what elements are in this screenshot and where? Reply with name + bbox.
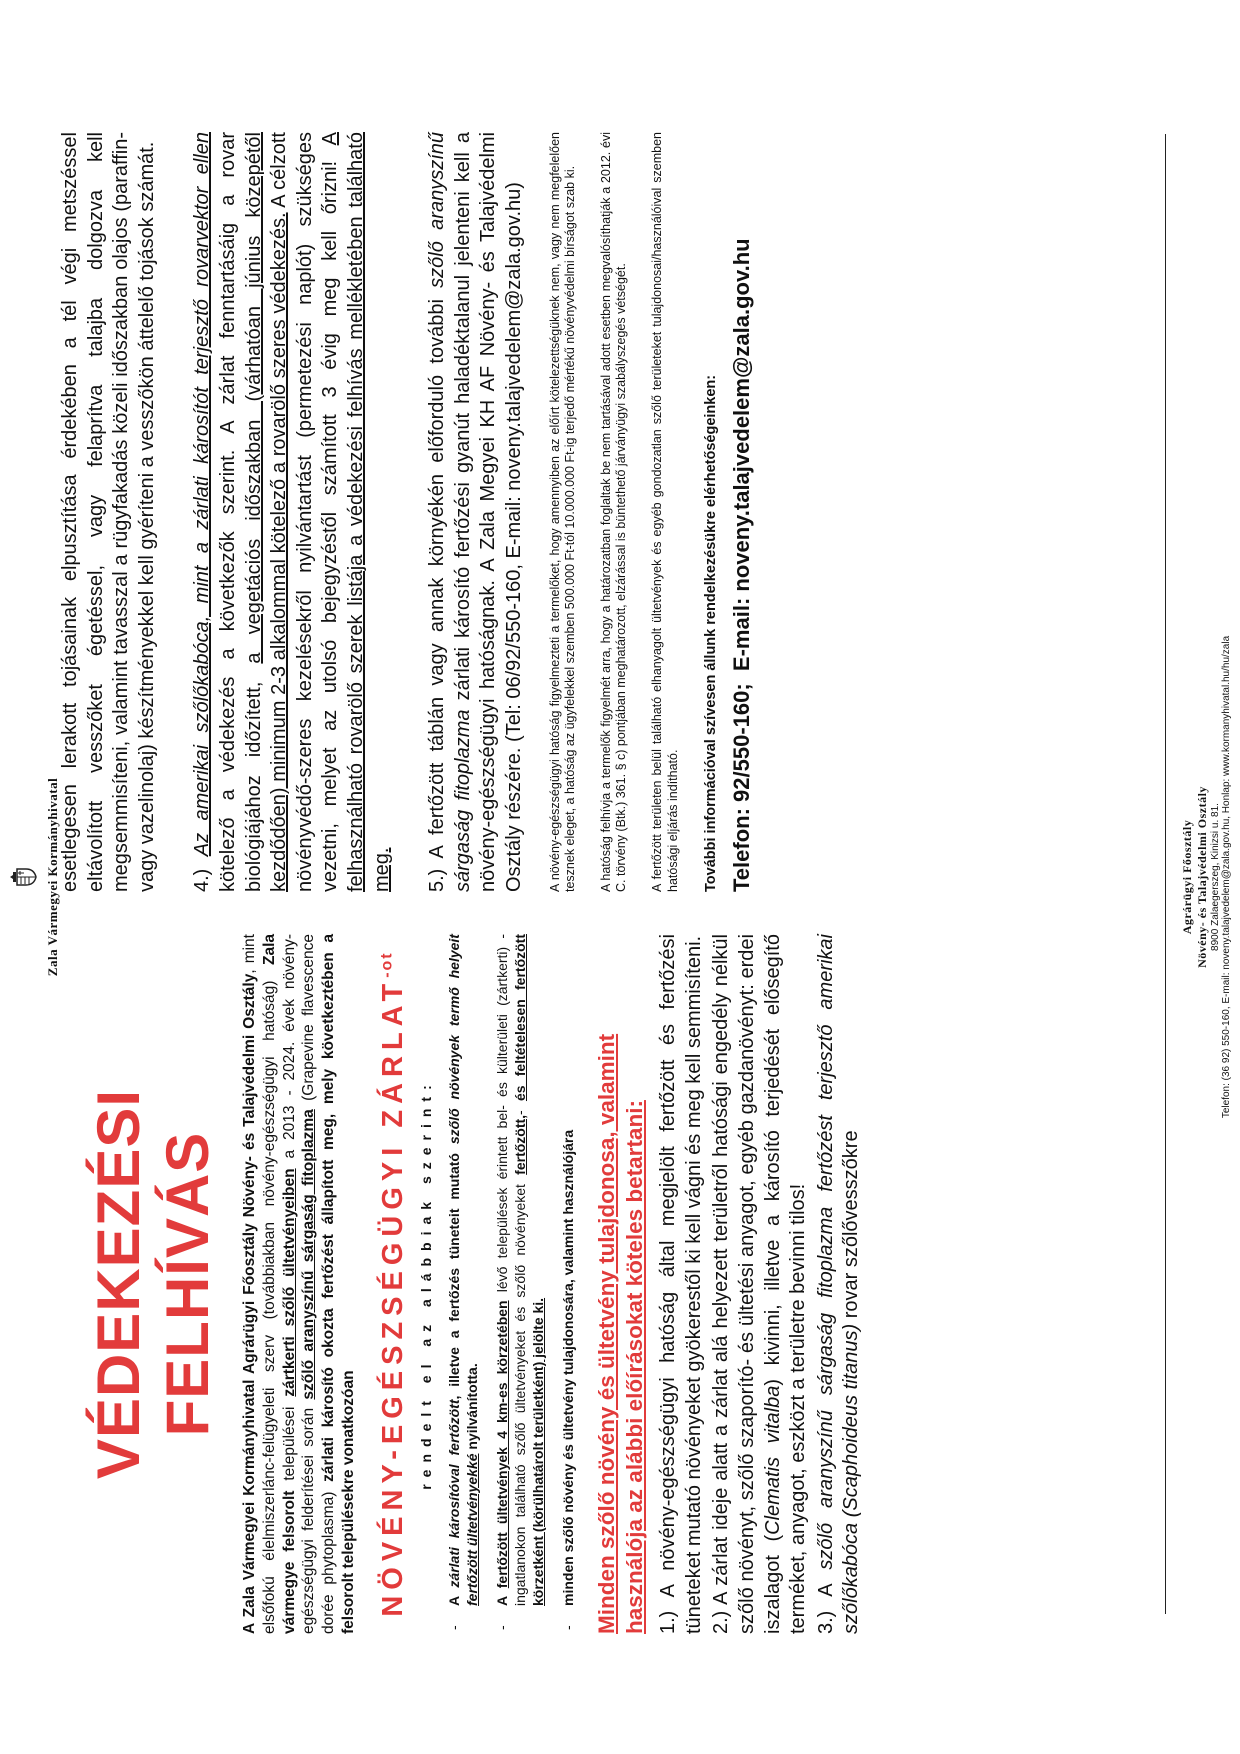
neglect-notice: A fertőzött területen belül található elhanyagolt ültetvények és egyéb gondozatlan szőlő területeket tulajdonosai/használóival szemben hatósági eljárás indítható. xyxy=(650,132,680,892)
text-run: szőlő aranyszínű sárgaság fitoplazma xyxy=(300,1109,318,1400)
organization-name: Zala Vármegyei Kormányhivatal xyxy=(45,777,60,977)
text-run: , mint elsőfokú élelmiszerlánc-felügyeleti szerv (továbbiakban növény-egészségügyi hatóság) xyxy=(241,934,278,1634)
footer-contact: Telefon: (36 92) 550-160, E-mail: noveny.talajvedelem@zala.gov.hu, Honlap: www.kormanyhivatal.hu/hu/zala xyxy=(1221,635,1232,1119)
text-run: szőlő aranyszínű sárgaság fitoplazma xyxy=(426,132,474,892)
text-run: zárlati károsító okozta fertőzést állapított meg, mely következtében a felsorolt településekre vonatkozóan xyxy=(320,934,358,1634)
criminal-notice: A hatóság felhívja a termelők figyelmét arra, hogy a határozatban foglaltak be nem tartásával adott esetben megvalósíthatják a 2012. évi C. törvény (Btk.) 361. § c) pontjában meghatározott, elzárással is büntethető járványügyi szabályszegés vétségét. xyxy=(598,132,629,892)
point-3-continuation: esetlegesen lerakott tojásainak elpusztítása érdekében a tél végi metszéssel eltávolított vesszőket égetéssel, vagy felaprítva talajba dolgozva kell megsemmisíteni, valamint tavasszal a rügyfakadás közeli időszakban olajos (paraffin- vagy vazelinolaj) készítményekkel kell gyéríteni a vesszőkön áttelelő tojások számát. xyxy=(59,132,158,892)
coat-of-arms-icon xyxy=(8,862,38,892)
text-run: A célzott növényvédő-szeres kezelésekről nyilvántartást (permetezési naplót) szükséges vezetni, melyet az utolsó bejegyzéstől számított 3 évig meg kell őrizni! xyxy=(268,132,342,892)
obligation-points xyxy=(656,934,865,1634)
text-run: 3.) A xyxy=(814,1569,837,1634)
contact-phone: Telefon: 92/550-160; xyxy=(729,683,755,892)
text-run: települései xyxy=(280,1396,298,1491)
text-run: fertőzött ültetvényekké xyxy=(463,1453,480,1606)
text-run: kötelező a védekezés a következők szerint. A zárlat fenntartásáig a rovar biológiájához időzített, xyxy=(216,132,265,892)
fine-notice: A növény-egészségügyi hatóság figyelmezteti a termelőket, hogy amennyiben az előírt kötelezettségüknek nem, vagy nem megfelelően tesznek eleget, a hatóság az ügyfelekkel szemben 500.000 Ft-tól 10.000.000 Ft-ig terjedő mértékű növényvédelmi bírságot szab ki. xyxy=(547,132,578,892)
text-run: A Zala Vármegyei Kormányhivatal Agrárügyi Főosztály Növény- és Talajvédelmi Osztály xyxy=(241,973,258,1634)
footer-division: Növény- és Talajvédelmi Osztály xyxy=(1195,786,1209,968)
text-run: 4.) xyxy=(191,856,214,892)
text-run: fertőzött ültetvények 4 km-es körzetében xyxy=(493,1300,510,1589)
quarantine-heading-text: NÖVÉNY-EGÉSZSÉGÜGYI ZÁRLAT xyxy=(376,977,409,1617)
text-run: Az amerikai szőlőkabóca, mint a zárlati károsítót terjesztő rovarvektor ellen xyxy=(191,132,214,857)
point-5 xyxy=(425,132,527,892)
document-header xyxy=(8,0,61,1754)
text-run: minden szőlő növény és ültetvény tulajdonosára, valamint használójára xyxy=(559,1129,576,1606)
footer-department: Agrárügyi Főosztály xyxy=(1180,819,1194,935)
obligation-point xyxy=(656,934,707,1634)
bullet-list xyxy=(446,934,577,1634)
text-run: zárlati károsítóval fertőzött xyxy=(445,1399,462,1588)
text-run: szőlő növények termő helyeit xyxy=(445,934,462,1145)
text-run: zártkerti szőlő ültetvényeiben xyxy=(280,1168,298,1397)
bullet-item xyxy=(560,934,578,1634)
contact-lead: További információval szívesen állunk rendelkezésükre elérhetőségeinken: xyxy=(703,374,720,892)
footer-divider xyxy=(1165,134,1166,1614)
text-run: 1.) A növény-egészségügyi hatóság által megjelölt fertőzött és fertőzési tüneteket mutató növényeket gyökerestől ki kell vágni és meg kell semmisíteni. xyxy=(657,934,705,1634)
footer-address: 8900 Zalaegerszeg, Kinizsi u. 81. xyxy=(1210,803,1221,951)
dash-bullet-icon: - xyxy=(445,1625,462,1630)
text-run: 5.) A fertőzött táblán vagy annak környékén előforduló további xyxy=(426,287,449,892)
text-run: fertőzött, xyxy=(511,1114,528,1175)
quarantine-heading xyxy=(377,934,410,1634)
text-run: ) kivinni, illetve a károsító terjedését elősegítő terméket, anyagot, eszközt a területre bevinni tilos! xyxy=(761,934,810,1634)
contact-line xyxy=(729,132,755,892)
text-run: A felhasználható rovarölő szerek listája a védekezési felhívás mellékletében található meg. xyxy=(319,132,393,892)
text-run: , illetve a fertőzés tüneteit mutató xyxy=(445,1144,462,1400)
point-4 xyxy=(190,132,395,892)
text-run: zárlati károsító fertőzési gyanút haladéktalanul jelenteni kell a növény-egészségügyi hatóságnak. A Zala Megyei KH AF Növény- és Talajvédelmi Osztály részére. (Tel: 06/92/550-160, E-mail: noveny.talajvedelem@zala.gov.hu) xyxy=(451,131,525,892)
text-run: (Grapevine flavescence dorée phytoplasma) xyxy=(300,934,338,1634)
text-run: 2.) A zárlat ideje alatt a zárlat alá helyezett területről hatósági engedély nélkül szőlő növényt, szőlő szaporító- és ültetési anyagot, egyéb gazdanövényt: erdei iszalagot ( xyxy=(710,934,784,1634)
text-run: lévő települések érintett bel- és külterületi (zártkerti) - ingatlanokon található szőlő ültetvényeket és szőlő növényeket xyxy=(493,933,528,1606)
intro-paragraph xyxy=(240,934,359,1634)
dash-bullet-icon: - xyxy=(559,1625,576,1630)
text-run: - xyxy=(511,1101,528,1115)
bullet-item xyxy=(494,934,548,1634)
text-run: és feltételesen fertőzött körzetként (körülhatárolt területként) jelölte ki. xyxy=(511,934,546,1606)
text-run: nyilvánította. xyxy=(463,1363,480,1454)
obligation-point xyxy=(709,934,811,1634)
document-footer xyxy=(1180,0,1232,1754)
text-run: Zala vármegye felsorolt xyxy=(260,934,298,1634)
left-column xyxy=(58,934,1170,1634)
contact-email[interactable]: E-mail: noveny.talajvedelem@zala.gov.hu xyxy=(729,238,755,672)
text-run: rovar szőlővesszőkre xyxy=(840,1130,863,1324)
obligations-warning: Minden szőlő növény és ültetvény tulajdonosa, valamint használója az alábbi előírásokat köteles betartani: xyxy=(594,1033,647,1634)
dash-bullet-icon: - xyxy=(493,1625,510,1630)
quarantine-heading-suffix: -ot xyxy=(378,951,396,978)
text-run: Clematis vitalba xyxy=(761,1385,784,1535)
bullet-item xyxy=(446,934,482,1634)
text-run: a 2013 - 2024. évek növény-egészségügyi felderítései során xyxy=(280,934,318,1634)
text-run: A xyxy=(445,1587,462,1606)
document-title: VÉDEKEZÉSI FELHÍVÁS xyxy=(85,1088,221,1480)
obligation-point xyxy=(814,934,865,1634)
text-run: A xyxy=(493,1588,510,1606)
ordered-as-follows: rendelt el az alábbiak szerint: xyxy=(417,1078,434,1490)
right-column xyxy=(58,132,1170,892)
text-run: a vegetációs időszakban (várhatóan június közepétől kezdődően) minimum 2-3 alkalommal kötelező a rovarölő szeres védekezés. xyxy=(242,132,291,892)
text-run: szőlő aranyszínű sárgaság fitoplazma fertőzést terjesztő amerikai szőlőkabóca (Scaphoideus titanus) xyxy=(814,934,863,1634)
